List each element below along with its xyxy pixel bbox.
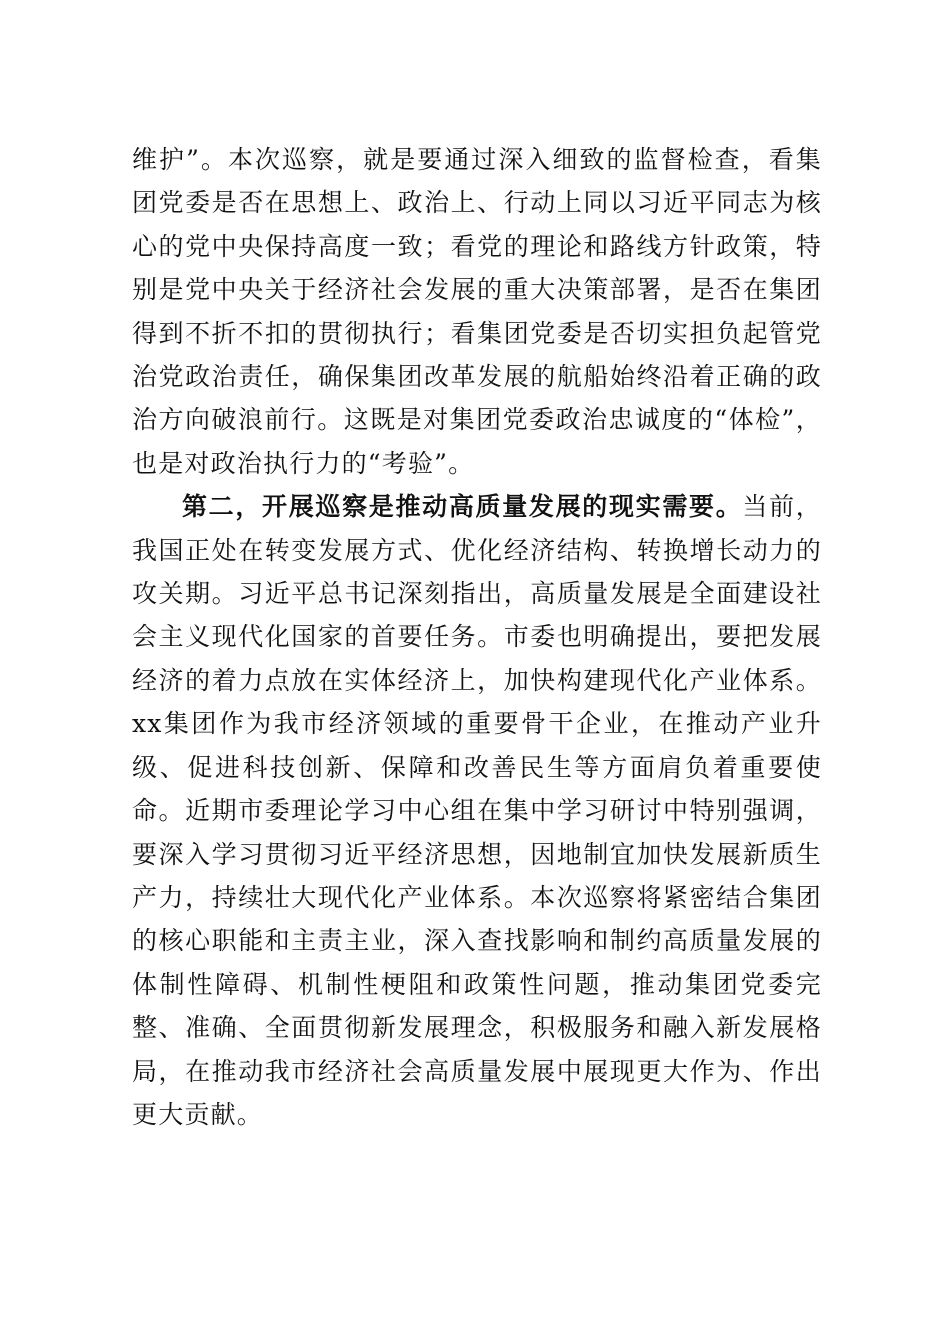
paragraph-2 xyxy=(132,485,822,1136)
paragraph-1: 维护”。本次巡察，就是要通过深入细致的监督检查，看集团党委是否在思想上、政治上、行动上同以习近平同志为核心的党中央保持高度一致；看党的理论和路线方针政策，特别是党中央关于经济社会发展的重大决策部署，是否在集团得到不折不扣的贯彻执行；看集团党委是否切实担负起管党治党政治责任，确保集团改革发展的航船始终沿着正确的政治方向破浪前行。这既是对集团党委政治忠诚度的“体检”，也是对政治执行力的“考验”。 xyxy=(132,145,822,478)
document-body xyxy=(132,138,822,1136)
paragraph-2-heading: 第二，开展巡察是推动高质量发展的现实需要。 xyxy=(182,492,743,522)
paragraph-2-body: 当前，我国正处在转变发展方式、优化经济结构、转换增长动力的攻关期。习近平总书记深刻指出，高质量发展是全面建设社会主义现代化国家的首要任务。市委也明确提出，要把发展经济的着力点放在实体经济上，加快构建现代化产业体系。xx集团作为我市经济领域的重要骨干企业，在推动产业升级、促进科技创新、保障和改善民生等方面肩负着重要使命。近期市委理论学习中心组在集中学习研讨中特别强调，要深入学习贯彻习近平经济思想，因地制宜加快发展新质生产力，持续壮大现代化产业体系。本次巡察将紧密结合集团的核心职能和主责主业，深入查找影响和制约高质量发展的体制性障碍、机制性梗阻和政策性问题，推动集团党委完整、准确、全面贯彻新发展理念，积极服务和融入新发展格局，在推动我市经济社会高质量发展中展现更大作为、作出更大贡献。 xyxy=(132,492,822,1129)
